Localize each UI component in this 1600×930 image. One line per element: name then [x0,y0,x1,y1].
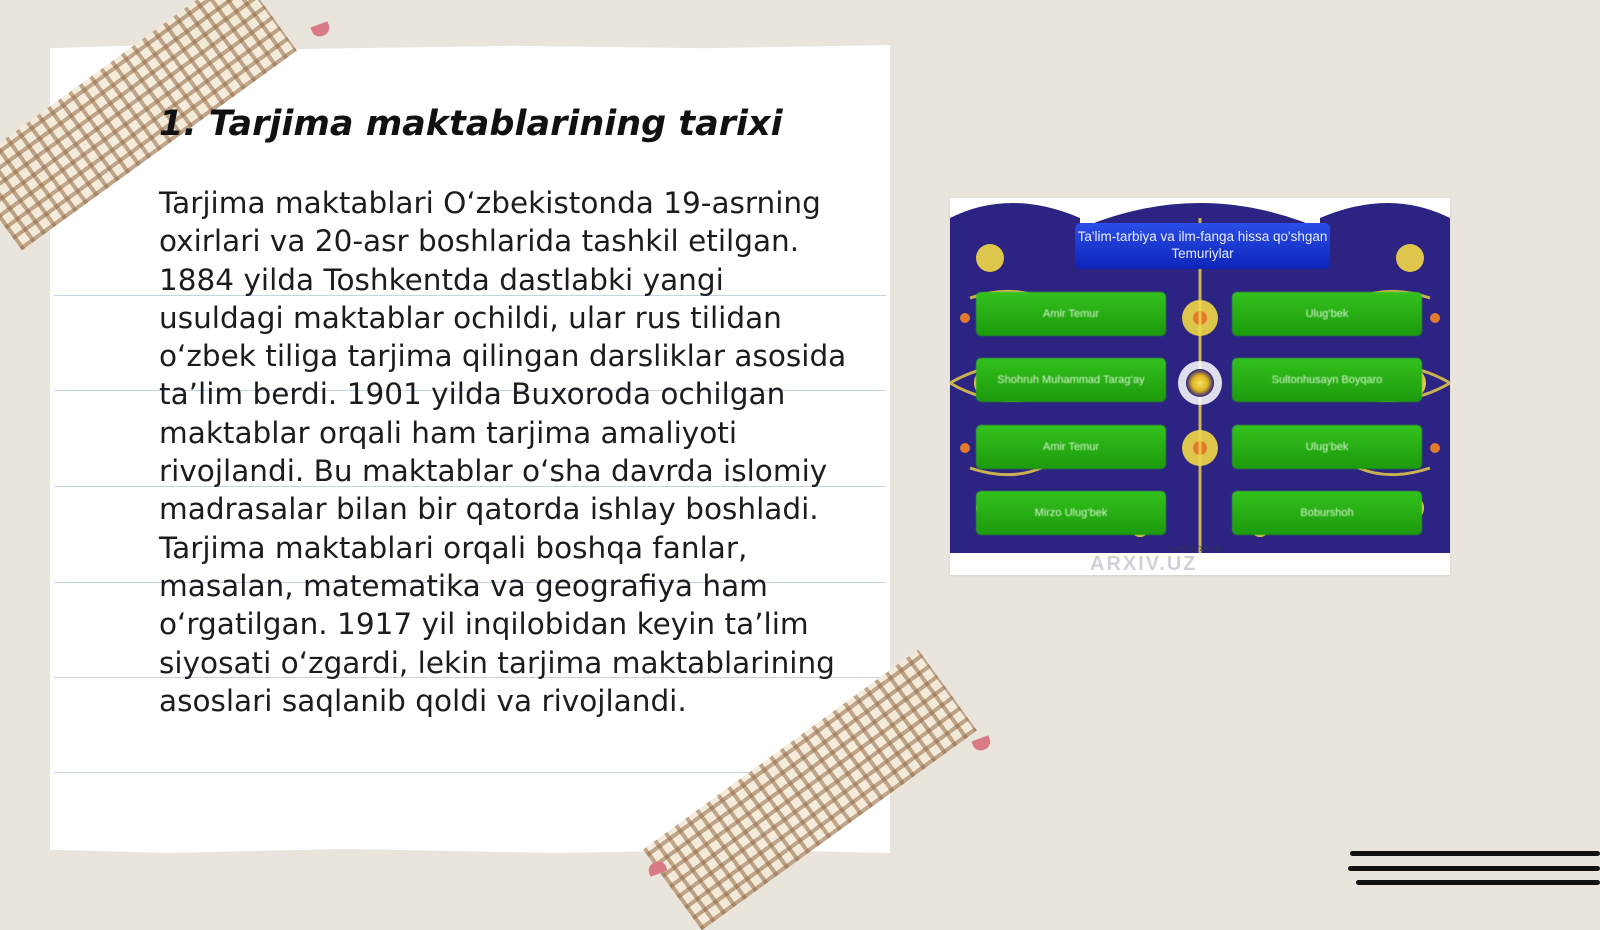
image-label-shohruh: Shohruh Muhammad Tarag‘ay [976,358,1166,402]
temuriylar-image [950,198,1450,575]
image-label-ulugbek: Ulug‘bek [1232,292,1422,336]
decorative-stripes [1350,848,1600,888]
tape-pin [310,21,331,38]
image-label-7: Mirzo Ulug‘bek [976,491,1166,535]
slide-title: 1. Tarjima maktablarining tarixi [159,104,783,144]
slide-body-text: Tarjima maktablari O‘zbekistonda 19-asrning oxirlari va 20-asr boshlarida tashkil etilgan. 1884 yilda Toshkentda dastlabki yangi usuldagi maktablar ochildi, ular rus tilidan o‘zbek tiliga tarjima qilingan darsliklar asosida ta’lim berdi. 1901 yilda Buxoroda ochilgan maktablar orqali ham tarjima amaliyoti rivojlandi. Bu maktablar o‘sha davrda islomiy madrasalar bilan bir qatorda ishlay boshladi. Tarjima maktablari orqali boshqa fanlar, masalan, matematika va geografiya ham o‘rgatilgan. 1917 yil inqilobidan keyin ta’lim siyosati o‘zgardi, lekin tarjima maktablarining asoslari saqlanib qoldi va rivojlandi. [159,186,847,718]
image-label-5: Amir Temur [976,425,1166,469]
image-label-sultonhusayn: Sultonhusayn Boyqaro [1232,358,1422,402]
image-url: www.arxiv.uz [1170,543,1222,553]
image-label-amir-temur: Amir Temur [976,292,1166,336]
image-watermark: ARXIV.UZ [1090,553,1198,575]
stripe [1348,866,1600,871]
tape-pin [971,735,992,752]
stripe [1350,851,1600,856]
image-label-6: Ulug‘bek [1232,425,1422,469]
image-title-banner: Ta'lim-tarbiya va ilm-fanga hissa qo'shgan Temuriylar [1075,223,1330,269]
image-label-8: Boburshoh [1232,491,1422,535]
stripe [1356,880,1600,885]
